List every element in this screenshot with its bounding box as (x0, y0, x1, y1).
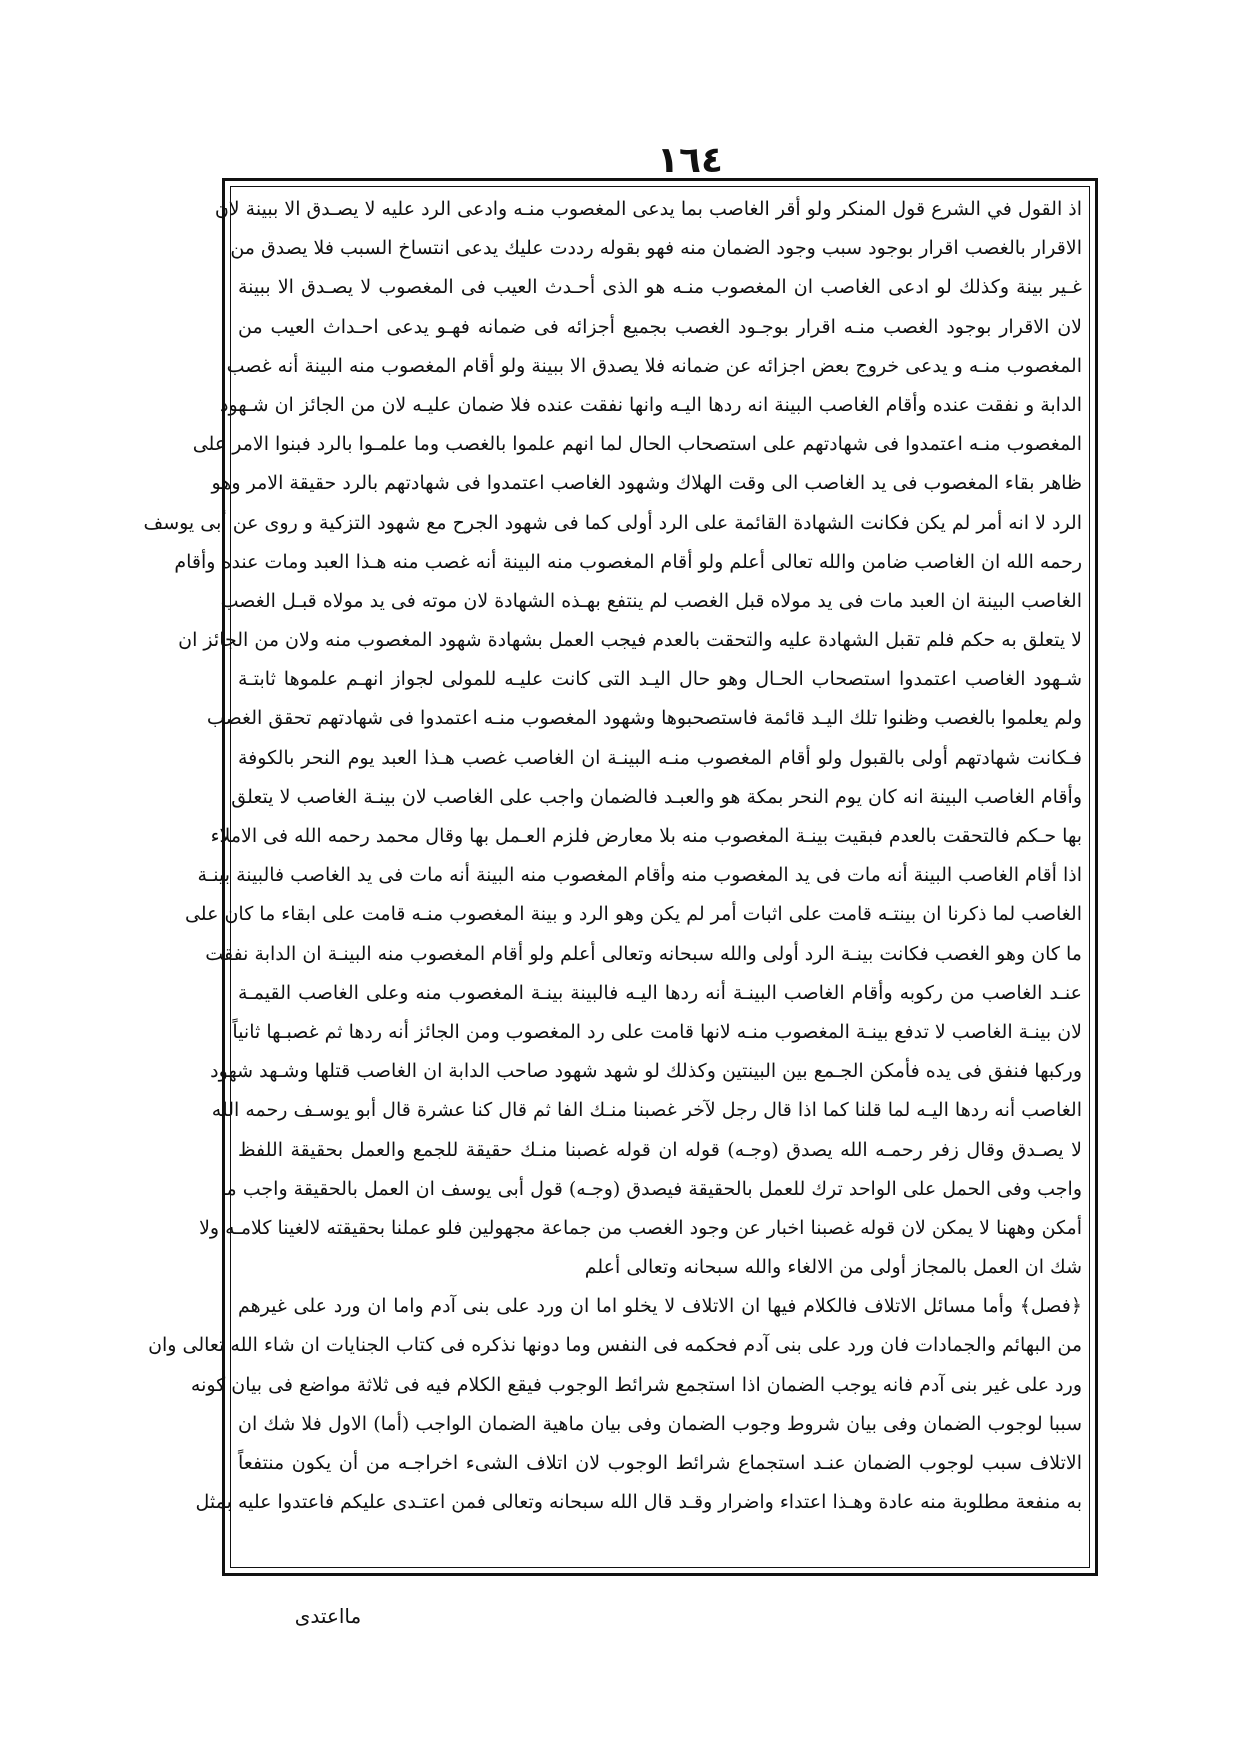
text-line: لا يتعلق به حكم فلم تقبل الشهادة عليه والتحقت بالعدم فيجب العمل بشهادة شهود المغصوب منه ولان من الجائز ان (178, 629, 1082, 652)
text-line: به منفعة مطلوبة منه عادة وهـذا اعتداء واضرار وقـد قال الله سبحانه وتعالى فمن اعتـدى عليكم فاعتدوا عليه بمثل (195, 1491, 1082, 1514)
text-line: شك ان العمل بالمجاز أولى من الالغاء والله سبحانه وتعالى أعلم (584, 1256, 1082, 1279)
text-line: واجب وفى الحمل على الواحد ترك للعمل بالحقيقة فيصدق (وجـه) قول أبى يوسف ان العمل بالحقيقة واجب ما (220, 1177, 1082, 1200)
text-line: ورد على غير بنى آدم فانه يوجب الضمان اذا استجمع شرائط الوجوب فيقع الكلام فيه فى ثلاثة مواضع فى بيان كونه (190, 1373, 1082, 1396)
text-line: الغاصب لما ذكرنا ان بينتـه قامت على اثبات أمر لم يكن وهو الرد و بينة المغصوب منـه قامت على ابقاء ما كان على (184, 903, 1082, 926)
text-line: أمكن وههنا لا يمكن لان قوله غصبنا اخبار عن وجود الغصب من جماعة مجهولين فلو عملنا بحقيقته لالغينا كلامـه ولا (199, 1216, 1082, 1239)
page-number: ١٦٤ (657, 140, 723, 181)
catchword: مااعتدى (294, 1604, 362, 1628)
text-line: لان بينـة الغاصب لا تدفع بينـة المغصوب منـه لانها قامت على رد المغصوب ومن الجائز أنه ردها ثم غصبـها ثانياً (232, 1020, 1082, 1043)
text-line: المغصوب منـه و يدعى خروج بعض اجزائه عن ضمانه فلا يصدق الا ببينة ولو أقام المغصوب منه البينة أنه غصب (226, 354, 1082, 377)
text-line: الاتلاف سبب لوجوب الضمان عنـد استجماع شرائط الوجوب لان اتلاف الشىء اخراجـه من أن يكون منتفعاً (238, 1452, 1082, 1474)
text-line: الرد لا انه أمر لم يكن فكانت الشهادة القائمة على الرد أولى كما فى شهود الجرح مع شهود التزكية و روى عن أبى يوسف (143, 511, 1082, 534)
text-line: رحمه الله ان الغاصب ضامن والله تعالى أعلم ولو أقام المغصوب منه البينة أنه غصب منه هـذا العبد ومات عنده وأقام (174, 550, 1082, 573)
text-line: لان الاقرار بوجود الغصب منـه اقرار بوجـود الغصب بجميع أجزائه فى ضمانه فهـو يدعى احـداث العيب من (238, 315, 1082, 338)
text-line: لا يصـدق وقال زفر رحمـه الله يصدق (وجـه) قوله ان قوله غصبنا منـك حقيقة للجمع والعمل بحقيقة اللفظ (238, 1138, 1082, 1161)
text-line: اذا أقام الغاصب البينة أنه مات فى يد المغصوب منه وأقام المغصوب منه البينة أنه مات فى يد الغاصب فالبينة بينـة (197, 864, 1082, 887)
main-text (143, 190, 1082, 1564)
text-line: سببا لوجوب الضمان وفى بيان شروط وجوب الضمان وفى بيان ماهية الضمان الواجب (أما) الاول فلا شك ان (238, 1412, 1082, 1435)
text-line: وركبها فنفق فى يده فأمكن الجـمع بين البينتين وكذلك لو شهد شهود صاحب الدابة ان الغاصب قتلها وشـهد شهود (210, 1060, 1082, 1083)
text-line: ما كان وهو الغصب فكانت بينـة الرد أولى والله سبحانه وتعالى أعلم ولو أقام المغصوب منه البينـة ان الدابة نفقت (205, 942, 1082, 965)
text-line: ولم يعلموا بالغصب وظنوا تلك اليـد قائمة فاستصحبوها وشهود المغصوب منـه اعتمدوا فى شهادتهم تحقق الغصب (206, 707, 1082, 730)
text-line: غـير بينة وكذلك لو ادعى الغاصب ان المغصوب منـه هو الذى أحـدث العيب فى المغصوب لا يصـدق الا ببينة (238, 276, 1082, 299)
text-line: ﴿فصل﴾ وأما مسائل الاتلاف فالكلام فيها ان الاتلاف لا يخلو اما ان ورد على بنى آدم واما ان ورد على غيرهم (238, 1295, 1082, 1318)
text-line: فـكانت شهادتهم أولى بالقبول ولو أقام المغصوب منـه البينـة ان الغاصب غصب هـذا العبد يوم النحر بالكوفة (238, 746, 1082, 769)
text-line: شـهود الغاصب اعتمدوا استصحاب الحـال وهو حال اليـد التى كانت عليـه للمولى لجواز انهـم علموها ثابتـة (238, 668, 1082, 691)
text-line: بها حـكم فالتحقت بالعدم فبقيت بينـة المغصوب منه بلا معارض فلزم العـمل بها وقال محمد رحمه الله فى الاملاء (210, 825, 1082, 847)
text-line: وأقام الغاصب البينة انه كان يوم النحر بمكة هو والعبـد فالضمان واجب على الغاصب لان بينـة الغاصب لا يتعلق (231, 785, 1082, 808)
text-line: الغاصب البينة ان العبد مات فى يد مولاه قبل الغصب لم ينتفع بهـذه الشهادة لان موته فى يد مولاه قبـل الغصب (220, 589, 1082, 612)
text-line: ظاهر بقاء المغصوب فى يد الغاصب الى وقت الهلاك وشهود الغاصب اعتمدوا فى شهادتهم بالرد حقيقة الامر وهو (211, 472, 1082, 495)
text-line: الدابة و نفقت عنده وأقام الغاصب البينة انه ردها اليـه وانها نفقت عنده فلا ضمان عليـه لان من الجائز ان شـهود (220, 393, 1082, 416)
text-line: الغاصب أنه ردها اليـه لما قلنا كما اذا قال رجل لآخر غصبنا منـك الفا ثم قال كنا عشرة قال أبو يوسـف رحمه الله (211, 1099, 1082, 1122)
text-line: المغصوب منـه اعتمدوا فى شهادتهم على استصحاب الحال لما انهم علموا بالغصب وما علمـوا بالرد فبنوا الامر على (192, 433, 1082, 456)
text-line: الاقرار بالغصب اقرار بوجود سبب وجود الضمان منه فهو بقوله رددت عليك يدعى انتساخ السبب فلا يصدق من (230, 237, 1082, 260)
text-line: اذ القول في الشرع قول المنكر ولو أقر الغاصب بما يدعى المغصوب منـه وادعى الرد عليه لا يصـدق الا ببينة لان (214, 198, 1082, 220)
text-line: من البهائم والجمادات فان ورد على بنى آدم فحكمه فى النفس وما دونها نذكره فى كتاب الجنايات ان شاء الله تعالى وان (148, 1334, 1082, 1357)
text-line: عنـد الغاصب من ركوبه وأقام الغاصب البينـة أنه ردها اليـه فالبينة بينـة المغصوب منه وعلى الغاصب القيمـة (238, 981, 1082, 1004)
